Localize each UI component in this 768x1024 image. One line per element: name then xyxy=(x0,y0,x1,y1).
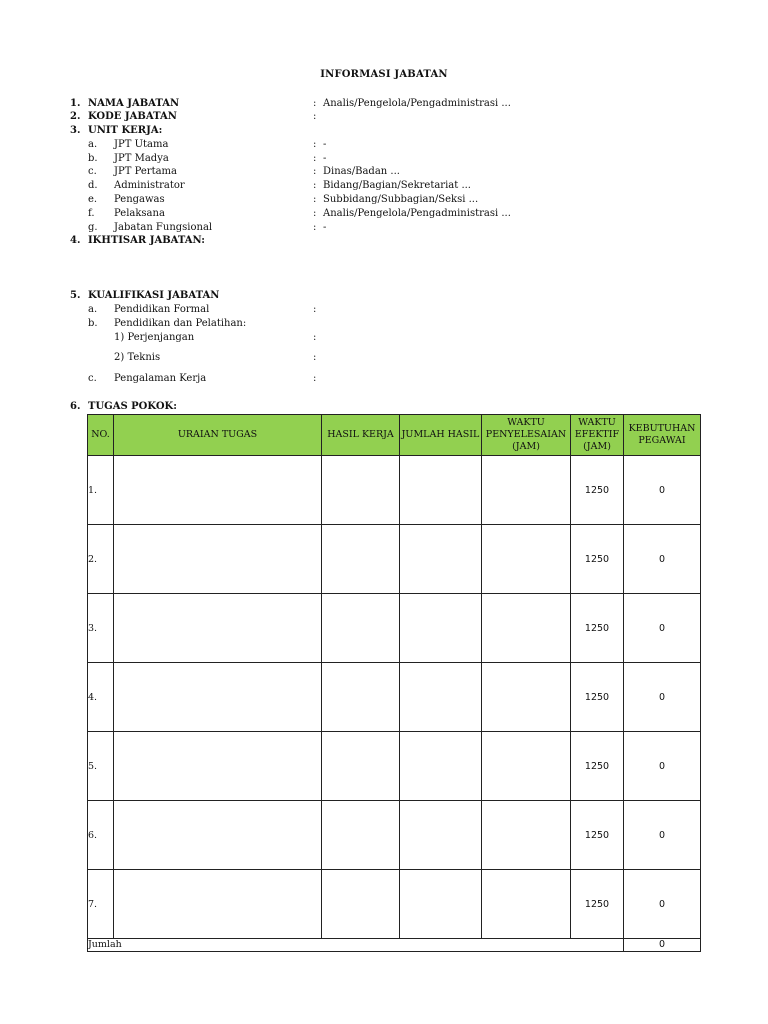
item-label: Pengawas xyxy=(114,194,165,205)
item-letter: b. xyxy=(88,153,98,164)
cell-hasil xyxy=(322,525,400,594)
kualifikasi-item xyxy=(0,303,768,317)
header-hasil-kerja: HASIL KERJA xyxy=(322,415,400,456)
item-label: Pendidikan dan Pelatihan: xyxy=(114,318,247,329)
cell-uraian xyxy=(114,801,322,870)
total-value: 0 xyxy=(624,939,701,952)
cell-waktu-efektif: 1250 xyxy=(571,870,624,939)
section-kualifikasi-jabatan xyxy=(0,289,768,303)
document-title: INFORMASI JABATAN xyxy=(320,69,448,80)
kualifikasi-subitem xyxy=(0,331,768,345)
item-label: JPT Pertama xyxy=(114,166,177,177)
cell-waktu-penyelesaian xyxy=(482,525,571,594)
kualifikasi-item xyxy=(0,317,768,331)
cell-waktu-efektif: 1250 xyxy=(571,801,624,870)
item-letter: d. xyxy=(88,180,98,191)
cell-waktu-efektif: 1250 xyxy=(571,525,624,594)
cell-kebutuhan: 0 xyxy=(624,801,701,870)
item-label: 2) Teknis xyxy=(114,352,161,363)
item-letter: f. xyxy=(88,208,95,219)
unit-kerja-item xyxy=(0,207,768,221)
cell-waktu-penyelesaian xyxy=(482,456,571,525)
cell-jumlah-hasil xyxy=(400,663,482,732)
field-value: Dinas/Badan ... xyxy=(323,166,400,177)
cell-no: 2. xyxy=(88,525,114,594)
cell-kebutuhan: 0 xyxy=(624,732,701,801)
field-value: Bidang/Bagian/Sekretariat ... xyxy=(323,180,471,191)
table-row xyxy=(88,456,701,525)
colon: : xyxy=(313,166,317,177)
item-letter: a. xyxy=(88,304,98,315)
unit-kerja-item xyxy=(0,165,768,179)
cell-uraian xyxy=(114,594,322,663)
unit-kerja-item xyxy=(0,179,768,193)
table-row xyxy=(88,801,701,870)
cell-uraian xyxy=(114,870,322,939)
cell-kebutuhan: 0 xyxy=(624,456,701,525)
cell-jumlah-hasil xyxy=(400,870,482,939)
cell-no: 1. xyxy=(88,456,114,525)
colon: : xyxy=(313,373,317,384)
field-value: Analis/Pengelola/Pengadministrasi ... xyxy=(323,98,511,109)
cell-hasil xyxy=(322,456,400,525)
item-label: Pendidikan Formal xyxy=(114,304,210,315)
cell-uraian xyxy=(114,663,322,732)
table-row xyxy=(88,594,701,663)
table-row xyxy=(88,732,701,801)
section-ikhtisar-jabatan xyxy=(0,234,768,248)
cell-waktu-efektif: 1250 xyxy=(571,594,624,663)
cell-waktu-efektif: 1250 xyxy=(571,663,624,732)
section-kode-jabatan xyxy=(0,110,768,124)
field-value: - xyxy=(323,222,327,233)
cell-waktu-penyelesaian xyxy=(482,870,571,939)
colon: : xyxy=(313,194,317,205)
tugas-pokok-table xyxy=(87,414,701,952)
colon: : xyxy=(313,332,317,343)
item-letter: c. xyxy=(88,166,97,177)
cell-waktu-penyelesaian xyxy=(482,594,571,663)
unit-kerja-item xyxy=(0,152,768,166)
field-value: Analis/Pengelola/Pengadministrasi ... xyxy=(323,208,511,219)
table-total-row xyxy=(88,939,701,952)
cell-no: 7. xyxy=(88,870,114,939)
cell-jumlah-hasil xyxy=(400,525,482,594)
cell-uraian xyxy=(114,732,322,801)
cell-jumlah-hasil xyxy=(400,594,482,663)
unit-kerja-item xyxy=(0,138,768,152)
field-value: - xyxy=(323,153,327,164)
cell-hasil xyxy=(322,801,400,870)
field-value: - xyxy=(323,139,327,150)
cell-jumlah-hasil xyxy=(400,456,482,525)
item-letter: c. xyxy=(88,373,97,384)
header-uraian-tugas: URAIAN TUGAS xyxy=(114,415,322,456)
item-label: JPT Utama xyxy=(114,139,169,150)
section-number: 4. xyxy=(70,235,81,246)
kualifikasi-item xyxy=(0,372,768,386)
cell-kebutuhan: 0 xyxy=(624,525,701,594)
section-label: KUALIFIKASI JABATAN xyxy=(88,290,220,301)
unit-kerja-item xyxy=(0,193,768,207)
cell-jumlah-hasil xyxy=(400,732,482,801)
header-no: NO. xyxy=(88,415,114,456)
section-number: 3. xyxy=(70,125,81,136)
header-jumlah-hasil: JUMLAH HASIL xyxy=(400,415,482,456)
header-kebutuhan-pegawai: KEBUTUHAN PEGAWAI xyxy=(624,415,701,456)
item-letter: g. xyxy=(88,222,98,233)
cell-waktu-penyelesaian xyxy=(482,663,571,732)
item-label: Pengalaman Kerja xyxy=(114,373,207,384)
colon: : xyxy=(313,208,317,219)
cell-waktu-efektif: 1250 xyxy=(571,456,624,525)
cell-uraian xyxy=(114,456,322,525)
colon: : xyxy=(313,153,317,164)
cell-kebutuhan: 0 xyxy=(624,870,701,939)
section-label: TUGAS POKOK: xyxy=(88,401,177,412)
cell-kebutuhan: 0 xyxy=(624,594,701,663)
cell-waktu-efektif: 1250 xyxy=(571,732,624,801)
cell-hasil xyxy=(322,594,400,663)
cell-waktu-penyelesaian xyxy=(482,732,571,801)
table-header-row xyxy=(88,415,701,456)
cell-no: 3. xyxy=(88,594,114,663)
table-row xyxy=(88,525,701,594)
item-label: 1) Perjenjangan xyxy=(114,332,195,343)
cell-hasil xyxy=(322,870,400,939)
cell-uraian xyxy=(114,525,322,594)
cell-hasil xyxy=(322,663,400,732)
cell-jumlah-hasil xyxy=(400,801,482,870)
colon: : xyxy=(313,98,317,109)
cell-kebutuhan: 0 xyxy=(624,663,701,732)
table-row xyxy=(88,870,701,939)
colon: : xyxy=(313,180,317,191)
item-label: Jabatan Fungsional xyxy=(114,222,213,233)
colon: : xyxy=(313,304,317,315)
item-label: Administrator xyxy=(114,180,185,191)
section-number: 1. xyxy=(70,98,81,109)
section-nama-jabatan xyxy=(0,97,768,111)
cell-no: 5. xyxy=(88,732,114,801)
cell-hasil xyxy=(322,732,400,801)
field-value: Subbidang/Subbagian/Seksi ... xyxy=(323,194,479,205)
item-letter: e. xyxy=(88,194,98,205)
section-unit-kerja xyxy=(0,124,768,138)
item-label: JPT Madya xyxy=(114,153,169,164)
section-label: IKHTISAR JABATAN: xyxy=(88,235,205,246)
total-label: Jumlah xyxy=(88,939,624,952)
cell-no: 4. xyxy=(88,663,114,732)
section-label: UNIT KERJA: xyxy=(88,125,163,136)
colon: : xyxy=(313,352,317,363)
section-number: 5. xyxy=(70,290,81,301)
item-letter: a. xyxy=(88,139,98,150)
colon: : xyxy=(313,222,317,233)
item-label: Pelaksana xyxy=(114,208,165,219)
cell-no: 6. xyxy=(88,801,114,870)
section-number: 6. xyxy=(70,401,81,412)
section-tugas-pokok xyxy=(0,400,768,414)
unit-kerja-item xyxy=(0,221,768,235)
cell-waktu-penyelesaian xyxy=(482,801,571,870)
header-waktu-penyelesaian: WAKTU PENYELESAIAN (JAM) xyxy=(482,415,571,456)
colon: : xyxy=(313,111,317,122)
section-label: NAMA JABATAN xyxy=(88,98,180,109)
header-waktu-efektif: WAKTU EFEKTIF (JAM) xyxy=(571,415,624,456)
table-row xyxy=(88,663,701,732)
item-letter: b. xyxy=(88,318,98,329)
section-number: 2. xyxy=(70,111,81,122)
colon: : xyxy=(313,139,317,150)
kualifikasi-subitem xyxy=(0,351,768,365)
section-label: KODE JABATAN xyxy=(88,111,177,122)
